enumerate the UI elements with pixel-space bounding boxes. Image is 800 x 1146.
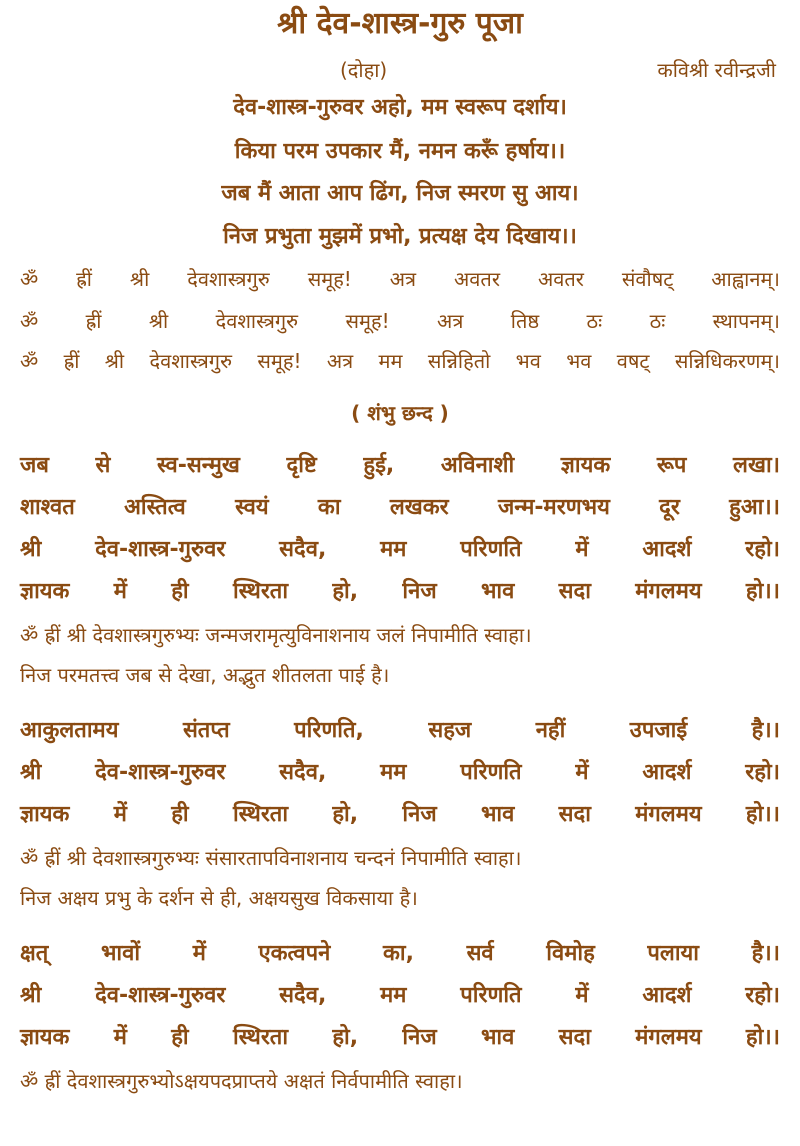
- verse-line: श्री देव-शास्त्र-गुरुवर सदैव, मम परिणति में आदर्श रहो।: [20, 760, 780, 785]
- verse-intro: निज अक्षय प्रभु के दर्शन से ही, अक्षयसुख विकसाया है।: [20, 886, 418, 910]
- doha-line: किया परम उपकार मैं, नमन करूँ हर्षाय।।: [234, 139, 566, 164]
- mantra-line: ॐ ह्रीं श्री देवशास्त्रगुरु समूह! अत्र अवतर अवतर संवौषट् आह्वानम्।: [20, 267, 780, 291]
- verse-line: शाश्वत अस्तित्व स्वयं का लखकर जन्म-मरणभय दूर हुआ।।: [20, 495, 780, 520]
- verse-line: श्री देव-शास्त्र-गुरुवर सदैव, मम परिणति में आदर्श रहो।: [20, 537, 780, 562]
- verse-line: ज्ञायक में ही स्थिरता हो, निज भाव सदा मंगलमय हो।।: [20, 802, 780, 827]
- offering-mantra: ॐ ह्रीं श्री देवशास्त्रगुरुभ्यः जन्मजरामृत्युविनाशनाय जलं निपामीति स्वाहा।: [20, 623, 532, 647]
- offering-mantra: ॐ ह्रीं श्री देवशास्त्रगुरुभ्यः संसारतापविनाशनाय चन्दनं निपामीति स्वाहा।: [20, 846, 522, 870]
- author-credit: कविश्री रवीन्द्रजी: [657, 58, 776, 82]
- verse-line: ज्ञायक में ही स्थिरता हो, निज भाव सदा मंगलमय हो।।: [20, 579, 780, 604]
- verse-line: क्षत् भावों में एकत्वपने का, सर्व विमोह पलाया है।।: [20, 941, 780, 966]
- verse-line: श्री देव-शास्त्र-गुरुवर सदैव, मम परिणति में आदर्श रहो।: [20, 983, 780, 1008]
- doha-line: निज प्रभुता मुझमें प्रभो, प्रत्यक्ष देय दिखाय।।: [223, 224, 577, 249]
- doha-label: (दोहा): [340, 58, 388, 82]
- mantra-line: ॐ ह्रीं श्री देवशास्त्रगुरु समूह! अत्र तिष्ठ ठः ठः स्थापनम्।: [20, 309, 780, 333]
- doha-line: देव-शास्त्र-गुरुवर अहो, मम स्वरूप दर्शाय।: [233, 95, 567, 120]
- offering-mantra: ॐ ह्रीं देवशास्त्रगुरुभ्योऽक्षयपदप्राप्तये अक्षतं निर्वपामीति स्वाहा।: [20, 1069, 463, 1093]
- verse-line: जब से स्व-सन्मुख दृष्टि हुई, अविनाशी ज्ञायक रूप लखा।: [20, 453, 780, 478]
- verse-intro: निज परमतत्त्व जब से देखा, अद्भुत शीतलता पाई है।: [20, 663, 390, 687]
- page-title: श्री देव-शास्त्र-गुरु पूजा: [277, 6, 523, 41]
- verse-line: आकुलतामय संतप्त परिणति, सहज नहीं उपजाई है।।: [20, 718, 780, 743]
- verse-line: ज्ञायक में ही स्थिरता हो, निज भाव सदा मंगलमय हो।।: [20, 1025, 780, 1050]
- doha-line: जब मैं आता आप ढिंग, निज स्मरण सु आय।: [221, 181, 579, 206]
- mantra-line: ॐ ह्रीं श्री देवशास्त्रगुरु समूह! अत्र मम सन्निहितो भव भव वषट् सन्निधिकरणम्।: [20, 349, 780, 373]
- chhand-heading: ( शंभु छन्द ): [351, 401, 449, 425]
